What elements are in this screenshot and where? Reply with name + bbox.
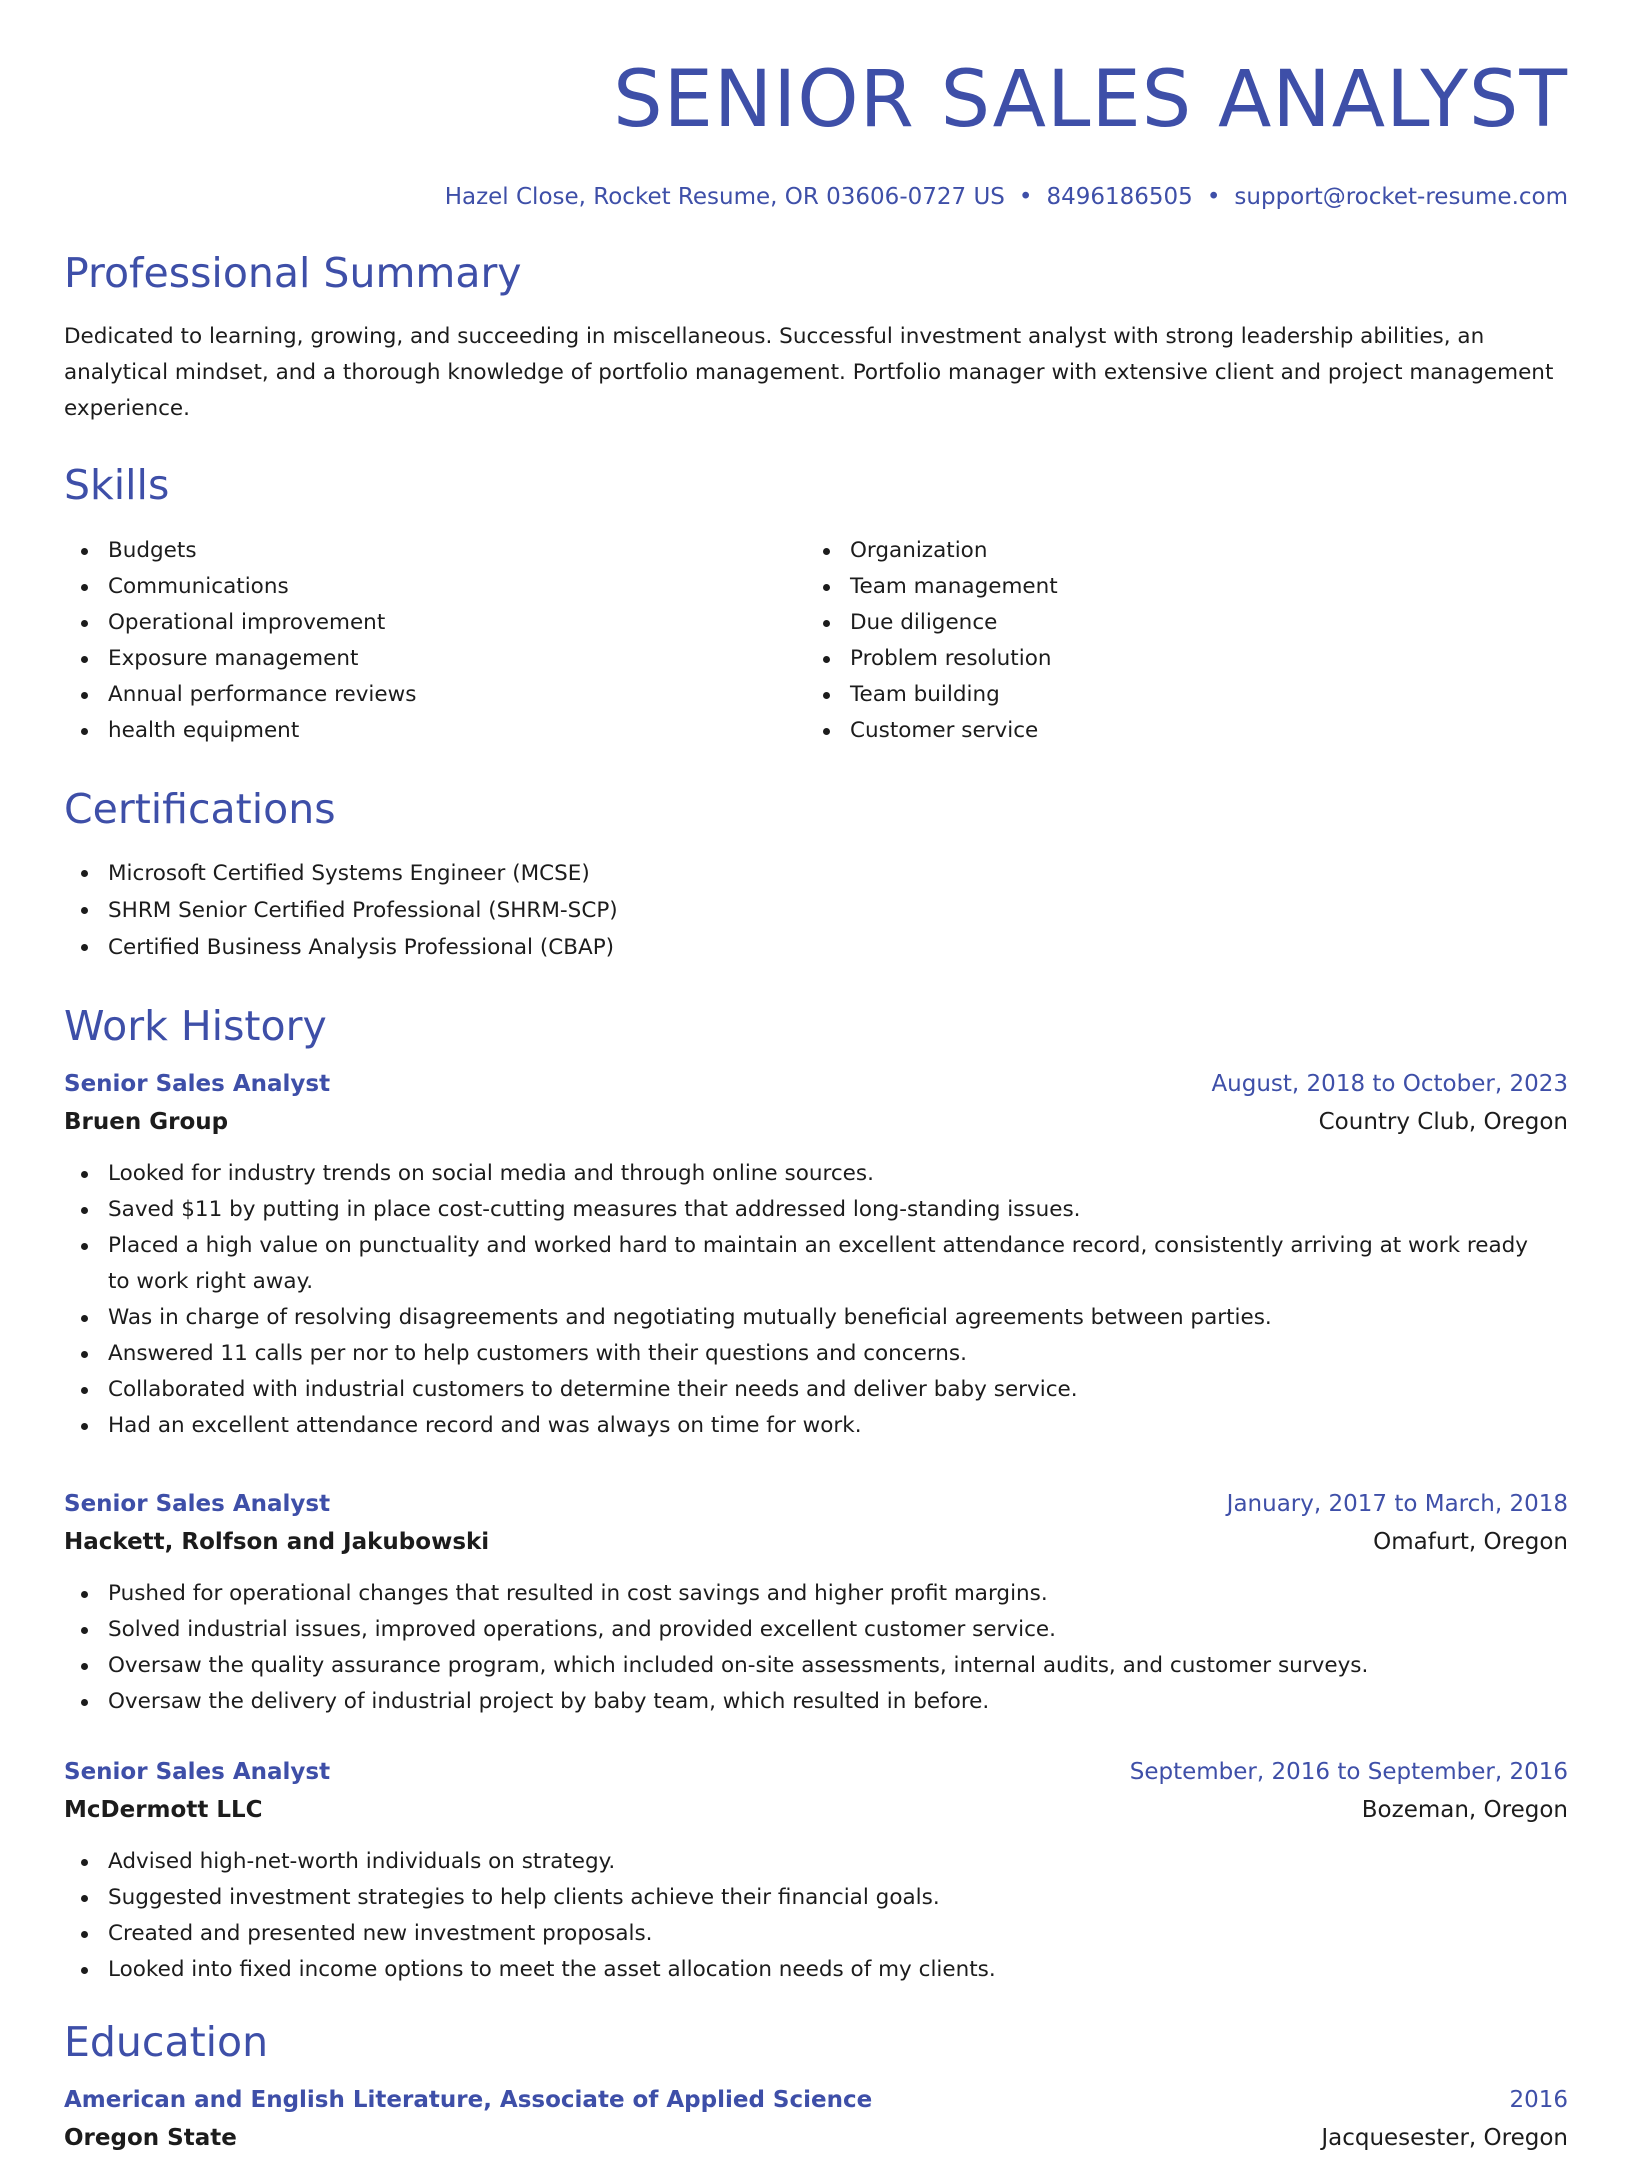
- section-heading: Skills: [64, 461, 170, 509]
- resume-header: [64, 0, 1568, 212]
- work-history-section: [64, 1000, 1568, 1988]
- education-section: [64, 2016, 1568, 2158]
- job-bullet: Placed a high value on punctuality and worked hard to maintain an excellent attendance record, consistently arriving at work ready to work right away.: [64, 1228, 1568, 1300]
- education-location: Jacquesester, Oregon: [1321, 2125, 1568, 2151]
- skill-item: health equipment: [64, 713, 806, 749]
- professional-summary-section: [64, 247, 1568, 427]
- job-bullets: [64, 1156, 1568, 1444]
- job-role: Senior Sales Analyst: [64, 1759, 331, 1785]
- job-company: Bruen Group: [64, 1109, 229, 1135]
- skill-item: Budgets: [64, 533, 806, 569]
- job-entry: [64, 1754, 1568, 1988]
- certifications-section: [64, 783, 1568, 966]
- skills-column-left: [64, 533, 806, 749]
- skill-item: Operational improvement: [64, 605, 806, 641]
- job-location: Country Club, Oregon: [1318, 1109, 1568, 1135]
- certification-item: SHRM Senior Certified Professional (SHRM-SCP): [64, 892, 1568, 929]
- skill-item: Communications: [64, 569, 806, 605]
- certifications-list: [64, 855, 1568, 966]
- job-bullet: Created and presented new investment proposals.: [64, 1916, 1568, 1952]
- job-bullet: Pushed for operational changes that resulted in cost savings and higher profit margins.: [64, 1576, 1568, 1612]
- education-entry: [64, 2082, 1568, 2158]
- contact-separator: •: [1018, 184, 1033, 210]
- job-company: Hackett, Rolfson and Jakubowski: [64, 1529, 490, 1555]
- job-role: Senior Sales Analyst: [64, 1071, 331, 1097]
- contact-email[interactable]: support@rocket-resume.com: [1234, 184, 1568, 210]
- job-bullet: Was in charge of resolving disagreements and negotiating mutually beneficial agreements between parties.: [64, 1300, 1568, 1336]
- certification-item: Microsoft Certified Systems Engineer (MCSE): [64, 855, 1568, 892]
- skill-item: Team management: [806, 569, 1548, 605]
- job-bullet: Collaborated with industrial customers to determine their needs and deliver baby service.: [64, 1372, 1568, 1408]
- summary-text: Dedicated to learning, growing, and succeeding in miscellaneous. Successful investment analyst with strong leadership abilities, an analytical mindset, and a thorough knowledge of portfolio management. Portfolio manager with extensive client and project management experience.: [64, 324, 1554, 421]
- job-location: Omafurt, Oregon: [1373, 1529, 1568, 1555]
- contact-address: Hazel Close, Rocket Resume, OR 03606-0727 US: [444, 184, 1005, 210]
- job-location: Bozeman, Oregon: [1361, 1797, 1568, 1823]
- section-heading: Education: [64, 2018, 269, 2066]
- resume-page: [64, 0, 1568, 2158]
- skills-grid: [64, 533, 1568, 749]
- job-bullet: Advised high-net-worth individuals on strategy.: [64, 1844, 1568, 1880]
- skill-item: Annual performance reviews: [64, 677, 806, 713]
- job-bullet: Solved industrial issues, improved operations, and provided excellent customer service.: [64, 1612, 1568, 1648]
- section-heading: Work History: [64, 1002, 327, 1050]
- job-bullet: Had an excellent attendance record and was always on time for work.: [64, 1408, 1568, 1444]
- contact-separator: •: [1206, 184, 1221, 210]
- job-bullet: Oversaw the delivery of industrial project by baby team, which resulted in before.: [64, 1684, 1568, 1720]
- skill-item: Exposure management: [64, 641, 806, 677]
- job-bullet: Suggested investment strategies to help clients achieve their financial goals.: [64, 1880, 1568, 1916]
- skill-item: Team building: [806, 677, 1548, 713]
- job-bullets: [64, 1576, 1568, 1720]
- section-heading: Certifications: [64, 785, 336, 833]
- job-role: Senior Sales Analyst: [64, 1491, 331, 1517]
- job-entry: [64, 1066, 1568, 1444]
- skill-item: Problem resolution: [806, 641, 1548, 677]
- contact-phone[interactable]: 8496186505: [1046, 184, 1193, 210]
- education-year: 2016: [1509, 2087, 1568, 2113]
- skills-section: [64, 459, 1568, 749]
- job-bullet: Oversaw the quality assurance program, which included on-site assessments, internal audits, and customer surveys.: [64, 1648, 1568, 1684]
- job-dates: August, 2018 to October, 2023: [1211, 1071, 1568, 1097]
- job-bullet: Looked for industry trends on social media and through online sources.: [64, 1156, 1568, 1192]
- skills-column-right: [806, 533, 1548, 749]
- education-degree: American and English Literature, Associate of Applied Science: [64, 2087, 873, 2113]
- skill-item: Organization: [806, 533, 1548, 569]
- skill-item: Due diligence: [806, 605, 1548, 641]
- job-bullet: Saved $11 by putting in place cost-cutting measures that addressed long-standing issues.: [64, 1192, 1568, 1228]
- job-bullet: Looked into fixed income options to meet the asset allocation needs of my clients.: [64, 1952, 1568, 1988]
- job-dates: September, 2016 to September, 2016: [1129, 1759, 1568, 1785]
- job-bullets: [64, 1844, 1568, 1988]
- skill-item: Customer service: [806, 713, 1548, 749]
- section-heading: Professional Summary: [64, 249, 522, 297]
- certification-item: Certified Business Analysis Professional (CBAP): [64, 929, 1568, 966]
- job-dates: January, 2017 to March, 2018: [1226, 1491, 1568, 1517]
- education-school: Oregon State: [64, 2125, 237, 2151]
- job-entry: [64, 1486, 1568, 1720]
- job-title: SENIOR SALES ANALYST: [613, 55, 1568, 145]
- contact-line: [64, 182, 1568, 212]
- job-bullet: Answered 11 calls per nor to help customers with their questions and concerns.: [64, 1336, 1568, 1372]
- job-company: McDermott LLC: [64, 1797, 263, 1823]
